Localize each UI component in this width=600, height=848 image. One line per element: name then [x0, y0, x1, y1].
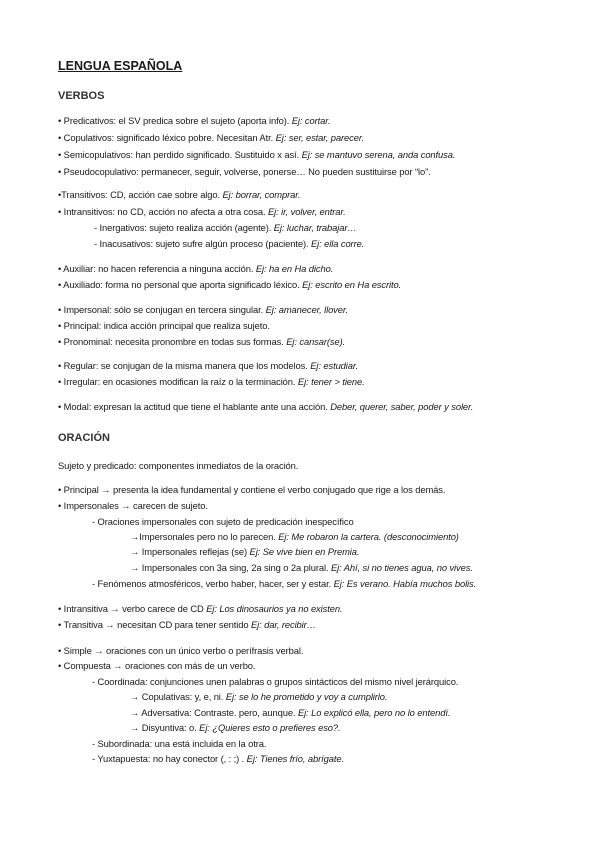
item-example: Ej: se mantuvo serena, anda confusa.	[301, 149, 456, 160]
item-example: Ej: ¿Quieres esto o prefieres eso?.	[199, 722, 341, 733]
item-example: Ej: Lo explicó ella, pero no lo entendí.	[297, 707, 451, 718]
item-text: → Copulativas: y, e, ni.	[130, 691, 226, 702]
item-text: - Coordinada: conjunciones unen palabras o grupos sintácticos del mismo nivel jerárquico.	[92, 676, 459, 687]
item-text: • Intransitivos: no CD, acción no afecta a otra cosa.	[58, 206, 268, 217]
item-example: Ej: ser, estar, parecer.	[275, 132, 365, 143]
list-item-fenomenos	[92, 578, 476, 590]
item-example: Ej: luchar, trabajar…	[273, 222, 357, 233]
list-item-pronominal	[58, 336, 345, 348]
item-text: - Fenómenos atmosféricos, verbo haber, hacer, ser y estar.	[92, 578, 334, 589]
item-text: • Modal: expresan la actitud que tiene el hablante ante una acción.	[58, 401, 331, 412]
item-text: • Compuesta → oraciones con más de un verbo.	[58, 660, 256, 671]
item-example: Ej: se lo he prometido y voy a cumplirlo.	[225, 691, 388, 702]
item-text: → Disyuntiva: o.	[130, 722, 200, 733]
item-example: Ej: Tienes frío, abrígate.	[246, 753, 345, 764]
item-text: • Auxiliado: forma no personal que aporta significado léxico.	[58, 279, 303, 290]
item-text: - Yuxtapuesta: no hay conector (, : ;) .	[92, 753, 247, 764]
list-item-modal	[58, 401, 473, 413]
list-item-predicativos	[58, 115, 330, 127]
item-text: • Semicopulativos: han perdido significado. Sustituido x así.	[58, 149, 302, 160]
item-text: - Subordinada: una está incluida en la otra.	[92, 738, 267, 749]
list-item-adversativa	[130, 707, 450, 719]
list-item-subordinada	[92, 738, 266, 750]
item-text: → Impersonales con 3a sing, 2a sing o 2a plural.	[130, 562, 331, 573]
item-example: Deber, querer, saber, poder y soler.	[330, 401, 474, 412]
item-example: Ej: estudiar.	[310, 360, 359, 371]
item-example: Ej: Me robaron la cartera. (desconocimiento)	[278, 531, 459, 542]
list-item-inacusativos	[94, 238, 364, 250]
item-example: Ej: cortar.	[291, 115, 331, 126]
item-text: - Oraciones impersonales con sujeto de predicación inespecífico	[92, 516, 354, 527]
list-item-transitiva	[58, 619, 316, 631]
list-item-yuxtapuesta	[92, 753, 344, 765]
item-example: Ej: ha en Ha dicho.	[255, 263, 334, 274]
item-text: • Transitiva → necesitan CD para tener sentido	[58, 619, 251, 630]
item-text: • Intransitiva → verbo carece de CD	[58, 603, 207, 614]
list-item-impersonal	[58, 304, 348, 316]
item-text: • Irregular: en ocasiones modifican la raíz o la terminación.	[58, 376, 298, 387]
list-item-inergativos	[94, 222, 357, 234]
list-item-principal-oracion	[58, 484, 445, 496]
list-item-principal	[58, 320, 270, 332]
list-item-disyuntiva	[130, 722, 341, 734]
list-item-intransitivos	[58, 206, 346, 218]
item-example: Ej: ella corre.	[311, 238, 365, 249]
list-item-coordinada	[92, 676, 458, 688]
list-item-impersonales-no-parecen	[130, 531, 459, 543]
list-item-irregular	[58, 376, 365, 388]
list-item-simple	[58, 645, 303, 657]
list-item-auxiliado	[58, 279, 401, 291]
list-item-intransitiva	[58, 603, 342, 615]
item-text: • Impersonal: sólo se conjugan en tercera singular.	[58, 304, 266, 315]
list-item-copulativas	[130, 691, 387, 703]
section-heading-oracion: ORACIÓN	[58, 432, 110, 444]
item-example: Ej: dar, recibir…	[250, 619, 316, 630]
item-example: Ej: Se vive bien en Premia.	[249, 546, 360, 557]
section-heading-verbos: VERBOS	[58, 90, 105, 102]
item-text: → Adversativa: Contraste. pero, aunque.	[130, 707, 298, 718]
item-text: • Principal: indica acción principal que realiza sujeto.	[58, 320, 270, 331]
item-text: • Simple → oraciones con un único verbo o perífrasis verbal.	[58, 645, 304, 656]
list-item-impersonales-reflejas	[130, 546, 359, 558]
item-example: Ej: cansar(se).	[286, 336, 346, 347]
item-text: • Auxiliar: no hacen referencia a ninguna acción.	[58, 263, 256, 274]
item-text: → Impersonales reflejas (se)	[130, 546, 250, 557]
list-item-compuesta	[58, 660, 255, 672]
list-item-regular	[58, 360, 358, 372]
item-text: • Copulativos: significado léxico pobre. Necesitan Atr.	[58, 132, 276, 143]
item-example: Ej: escrito en Ha escrito.	[302, 279, 402, 290]
item-text: • Impersonales → carecen de sujeto.	[58, 500, 208, 511]
item-text: - Inacusativos: sujeto sufre algún proceso (paciente).	[94, 238, 312, 249]
item-text: • Principal → presenta la idea fundamental y contiene el verbo conjugado que rige a los demás.	[58, 484, 446, 495]
item-text: →Impersonales pero no lo parecen.	[130, 531, 279, 542]
item-example: Ej: borrar, comprar.	[222, 189, 301, 200]
item-example: Ej: tener > tiene.	[297, 376, 365, 387]
list-item-copulativos	[58, 132, 364, 144]
item-example: Ej: ir, volver, entrar.	[267, 206, 346, 217]
list-item-impersonales-3a-sing	[130, 562, 473, 574]
list-item-pseudocopulativo	[58, 166, 431, 178]
item-example: Ej: amanecer, llover.	[265, 304, 349, 315]
item-text: •Transitivos: CD, acción cae sobre algo.	[58, 189, 223, 200]
oracion-intro: Sujeto y predicado: componentes inmediatos de la oración.	[58, 460, 299, 471]
item-example: Ej: Ahí, si no tienes agua, no vives.	[330, 562, 473, 573]
item-text: • Predicativos: el SV predica sobre el sujeto (aporta info).	[58, 115, 292, 126]
document-title: LENGUA ESPAÑOLA	[58, 59, 183, 73]
list-item-impersonales-predicacion	[92, 516, 354, 528]
item-example: Ej: Es verano. Había muchos bolis.	[333, 578, 477, 589]
item-text: - Inergativos: sujeto realiza acción (agente).	[94, 222, 274, 233]
list-item-transitivos	[58, 189, 300, 201]
item-example: Ej: Los dinosaurios ya no existen.	[206, 603, 343, 614]
list-item-impersonales	[58, 500, 208, 512]
item-text: • Pronominal: necesita pronombre en todas sus formas.	[58, 336, 287, 347]
item-text: • Pseudocopulativo: permanecer, seguir, volverse, ponerse… No pueden sustituirse por “lo”.	[58, 166, 431, 177]
item-text: • Regular: se conjugan de la misma manera que los modelos.	[58, 360, 311, 371]
list-item-auxiliar	[58, 263, 333, 275]
list-item-semicopulativos	[58, 149, 455, 161]
